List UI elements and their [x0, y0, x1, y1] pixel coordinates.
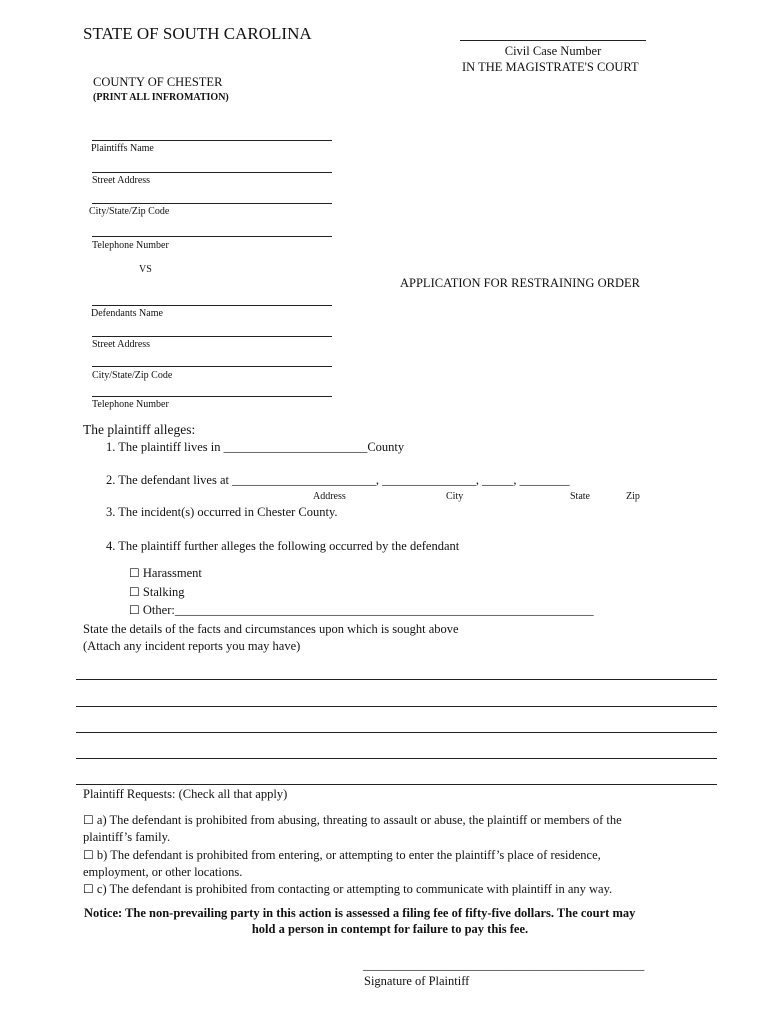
- option-label: Harassment: [142, 566, 202, 580]
- checkbox-icon[interactable]: ☐: [83, 848, 94, 862]
- defendant-name-label: Defendants Name: [91, 308, 163, 319]
- defendant-street-label: Street Address: [92, 339, 151, 350]
- defendant-city-label: City/State/Zip Code: [92, 370, 173, 381]
- checkbox-icon[interactable]: ☐: [83, 882, 94, 896]
- request-b[interactable]: [83, 848, 601, 863]
- plaintiff-phone-label: Telephone Number: [92, 240, 169, 251]
- option-label: Stalking: [142, 585, 185, 599]
- defendant-phone-label: Telephone Number: [92, 399, 169, 410]
- request-c[interactable]: [83, 882, 612, 897]
- checkbox-icon[interactable]: ☐: [129, 566, 140, 580]
- details-attach-note: (Attach any incident reports you may have): [83, 639, 301, 653]
- plaintiff-name-label: Plaintiffs Name: [91, 143, 154, 154]
- checkbox-icon[interactable]: ☐: [129, 585, 140, 599]
- request-b-text: b) The defendant is prohibited from entering, or attempting to enter the plaintiff’s place of residence,: [96, 848, 601, 862]
- defendant-street-line[interactable]: [92, 336, 332, 337]
- checkbox-icon[interactable]: ☐: [83, 813, 94, 827]
- allegations-intro: The plaintiff alleges:: [83, 422, 196, 437]
- option-harassment[interactable]: [129, 566, 202, 581]
- request-a-continued: plaintiff’s family.: [83, 830, 171, 844]
- request-a[interactable]: [83, 813, 622, 828]
- plaintiff-street-label: Street Address: [92, 175, 151, 186]
- case-number-line[interactable]: [460, 40, 646, 41]
- option-other[interactable]: [129, 603, 594, 618]
- state-caption: State: [570, 491, 590, 502]
- details-line[interactable]: [76, 706, 717, 707]
- plaintiff-phone-line[interactable]: [92, 236, 332, 237]
- case-number-label: Civil Case Number: [504, 44, 602, 58]
- option-label: Other:___________________________________________________________________: [142, 603, 594, 617]
- address-caption: Address: [313, 491, 346, 502]
- court-label: IN THE MAGISTRATE'S COURT: [462, 60, 639, 74]
- details-line[interactable]: [76, 784, 717, 785]
- zip-caption: Zip: [626, 491, 640, 502]
- details-line[interactable]: [76, 758, 717, 759]
- notice-line-2: hold a person in contempt for failure to pay this fee.: [251, 922, 529, 936]
- option-stalking[interactable]: [129, 585, 185, 600]
- plaintiff-city-line[interactable]: [92, 203, 332, 204]
- allegation-1: 1. The plaintiff lives in _______________________County: [106, 440, 405, 454]
- defendant-name-line[interactable]: [92, 305, 332, 306]
- checkbox-icon[interactable]: ☐: [129, 603, 140, 617]
- request-a-text: a) The defendant is prohibited from abusing, threating to assault or abuse, the plaintiff or members of the: [96, 813, 622, 827]
- print-note: (PRINT ALL INFROMATION): [93, 92, 229, 103]
- defendant-phone-line[interactable]: [92, 396, 332, 397]
- request-b-continued: employment, or other locations.: [83, 865, 243, 879]
- details-line[interactable]: [76, 732, 717, 733]
- signature-line[interactable]: _____________________________________________: [363, 958, 645, 972]
- county-label: COUNTY OF CHESTER: [93, 75, 223, 89]
- request-c-text: c) The defendant is prohibited from contacting or attempting to communicate with plaintiff in any way.: [96, 882, 613, 896]
- defendant-city-line[interactable]: [92, 366, 332, 367]
- notice-line-1: Notice: The non-prevailing party in this action is assessed a filing fee of fifty-five dollars. The court may: [84, 906, 636, 920]
- city-caption: City: [446, 491, 464, 502]
- signature-label: Signature of Plaintiff: [364, 974, 470, 988]
- plaintiff-city-label: City/State/Zip Code: [89, 206, 170, 217]
- requests-heading: Plaintiff Requests: (Check all that apply): [83, 787, 288, 801]
- plaintiff-name-line[interactable]: [92, 140, 332, 141]
- allegation-3: 3. The incident(s) occurred in Chester County.: [106, 505, 338, 519]
- state-heading: STATE OF SOUTH CAROLINA: [83, 24, 312, 43]
- allegation-2: 2. The defendant lives at _______________________, _______________, _____, ________: [106, 473, 570, 487]
- details-line[interactable]: [76, 679, 717, 680]
- vs-label: VS: [139, 264, 152, 275]
- form-title: APPLICATION FOR RESTRAINING ORDER: [400, 276, 640, 290]
- details-instruction: State the details of the facts and circumstances upon which is sought above: [83, 622, 459, 636]
- allegation-4: 4. The plaintiff further alleges the following occurred by the defendant: [106, 539, 460, 553]
- plaintiff-street-line[interactable]: [92, 172, 332, 173]
